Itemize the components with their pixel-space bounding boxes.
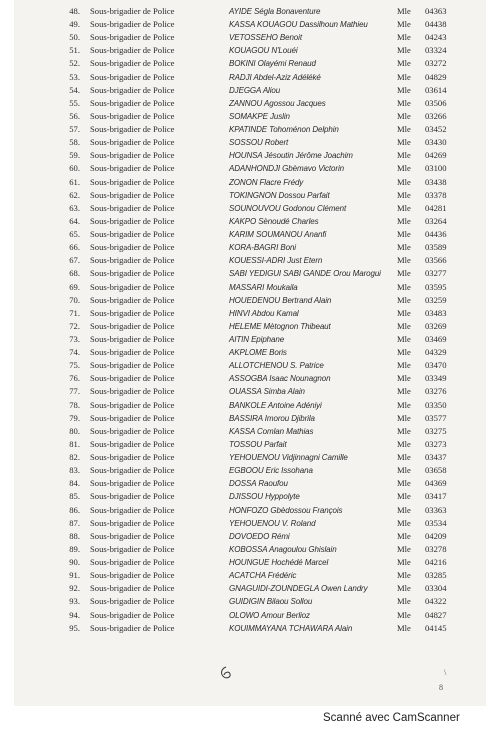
list-row <box>14 438 486 451</box>
list-row <box>14 556 486 569</box>
mle-label: Mle <box>397 622 411 633</box>
person-name: ZONON Flacre Frédy <box>229 177 304 187</box>
row-number: 91. <box>69 570 80 581</box>
row-number: 95. <box>69 622 80 633</box>
list-row <box>14 267 486 280</box>
rank-label: Sous-brigadier de Police <box>90 438 175 449</box>
row-number: 73. <box>69 334 80 344</box>
matricule-number: 03324 <box>425 45 447 56</box>
person-name: MASSARI Moukaila <box>229 282 298 292</box>
row-number: 69. <box>69 281 80 292</box>
matricule-number: 03272 <box>425 58 447 69</box>
matricule-number: 03269 <box>425 320 447 331</box>
matricule-number: 04363 <box>425 6 447 16</box>
list-row <box>14 254 486 267</box>
mle-label: Mle <box>397 97 411 108</box>
mle-label: Mle <box>397 452 411 463</box>
row-number: 64. <box>69 215 80 226</box>
mle-label: Mle <box>397 110 411 121</box>
row-number: 75. <box>69 360 80 371</box>
row-number: 58. <box>69 137 80 148</box>
row-number: 88. <box>69 530 80 541</box>
mle-label: Mle <box>397 71 411 82</box>
list-row <box>14 202 486 215</box>
person-name: DOSSA Raoufou <box>229 479 288 489</box>
person-name: KOBOSSA Anagoulou Ghislain <box>229 544 337 554</box>
row-number: 89. <box>69 543 80 554</box>
list-row <box>14 307 486 320</box>
rank-label: Sous-brigadier de Police <box>90 229 175 240</box>
matricule-number: 04216 <box>425 557 447 568</box>
mle-label: Mle <box>397 491 411 502</box>
person-name: TOSSOU Parfait <box>229 439 287 449</box>
person-name: SOMAKPE Juslin <box>229 111 290 121</box>
mle-label: Mle <box>397 557 411 568</box>
list-row <box>14 595 486 608</box>
row-number: 84. <box>69 478 80 489</box>
person-name: KPATINDE Tohoménon Delphin <box>229 125 339 135</box>
person-name: ASSOGBA Isaac Nounagnon <box>229 374 331 384</box>
row-number: 66. <box>69 242 80 253</box>
matricule-number: 03304 <box>425 583 447 594</box>
mle-label: Mle <box>397 137 411 148</box>
row-number: 81. <box>69 438 80 449</box>
mle-label: Mle <box>397 412 411 423</box>
matricule-number: 03378 <box>425 189 447 200</box>
mle-label: Mle <box>397 399 411 410</box>
mle-label: Mle <box>397 45 411 56</box>
rank-label: Sous-brigadier de Police <box>90 242 175 253</box>
matricule-number: 03275 <box>425 425 447 436</box>
matricule-number: 03506 <box>425 97 447 108</box>
row-number: 74. <box>69 347 80 358</box>
row-number: 87. <box>69 517 80 528</box>
list-row <box>14 464 486 477</box>
row-number: 56. <box>69 110 80 121</box>
row-number: 51. <box>69 45 80 56</box>
list-row <box>14 294 486 307</box>
row-number: 86. <box>69 504 80 515</box>
mle-label: Mle <box>397 189 411 200</box>
list-row <box>14 333 486 346</box>
list-row <box>14 136 486 149</box>
person-name: BOKINI Olayémi Renaud <box>229 59 316 69</box>
row-number: 83. <box>69 465 80 476</box>
rank-label: Sous-brigadier de Police <box>90 504 175 515</box>
rank-label: Sous-brigadier de Police <box>90 452 175 463</box>
list-row <box>14 359 486 372</box>
mle-label: Mle <box>397 32 411 43</box>
matricule-number: 04209 <box>425 530 447 541</box>
matricule-number: 03277 <box>425 268 447 279</box>
row-number: 93. <box>69 596 80 607</box>
row-number: 52. <box>69 58 80 69</box>
mle-label: Mle <box>397 150 411 161</box>
signature-mark <box>217 666 235 680</box>
matricule-number: 03534 <box>425 517 447 528</box>
matricule-number: 03469 <box>425 334 447 344</box>
mle-label: Mle <box>397 425 411 436</box>
mle-label: Mle <box>397 596 411 607</box>
mle-label: Mle <box>397 583 411 594</box>
person-name: HOUNGUE Hochédé Marcel <box>229 558 329 568</box>
person-name: GNAGUIDI-ZOUNDEGLA Owen Landry <box>229 584 368 594</box>
person-name: OLOWO Amour Berlioz <box>229 610 310 620</box>
mle-label: Mle <box>397 281 411 292</box>
rank-label: Sous-brigadier de Police <box>90 320 175 331</box>
mle-label: Mle <box>397 202 411 213</box>
person-name: HOUNSA Jésoutin Jérôme Joachim <box>229 151 353 161</box>
person-name: SABI YEDIGUI SABI GANDE Orou Marogui <box>229 269 381 279</box>
rank-label: Sous-brigadier de Police <box>90 334 175 344</box>
list-row <box>14 425 486 438</box>
rank-label: Sous-brigadier de Police <box>90 189 175 200</box>
person-name: BASSIRA Imorou Djibrila <box>229 413 315 423</box>
person-name: KASSA KOUAGOU Dassilhoun Mathieu <box>229 20 368 30</box>
matricule-number: 04322 <box>425 596 447 607</box>
list-row <box>14 451 486 464</box>
list-row <box>14 622 486 635</box>
person-name: SOUNOUVOU Godonou Clément <box>229 203 347 213</box>
row-number: 49. <box>69 19 80 30</box>
row-number: 48. <box>69 6 80 16</box>
list-row <box>14 372 486 385</box>
person-name: AKPLOME Boris <box>229 348 287 358</box>
rank-label: Sous-brigadier de Police <box>90 124 175 135</box>
person-name: YEHOUENOU V. Roland <box>229 518 316 528</box>
rank-label: Sous-brigadier de Police <box>90 215 175 226</box>
matricule-number: 04243 <box>425 32 447 43</box>
list-row <box>14 543 486 556</box>
list-row <box>14 84 486 97</box>
rank-label: Sous-brigadier de Police <box>90 202 175 213</box>
row-number: 76. <box>69 373 80 384</box>
matricule-number: 04438 <box>425 19 447 30</box>
row-number: 54. <box>69 84 80 95</box>
row-number: 53. <box>69 71 80 82</box>
person-name: YEHOUENOU Vidjinnagni Camille <box>229 453 348 463</box>
row-number: 65. <box>69 229 80 240</box>
person-name: KARIM SOUMANOU Ananfi <box>229 230 327 240</box>
mle-label: Mle <box>397 517 411 528</box>
person-name: DJISSOU Hyppolyte <box>229 492 300 502</box>
mle-label: Mle <box>397 19 411 30</box>
mle-label: Mle <box>397 530 411 541</box>
list-row <box>14 110 486 123</box>
list-row <box>14 162 486 175</box>
rank-label: Sous-brigadier de Police <box>90 32 175 43</box>
scanner-watermark: Scanné avec CamScanner <box>323 712 460 724</box>
rank-label: Sous-brigadier de Police <box>90 596 175 607</box>
rank-label: Sous-brigadier de Police <box>90 425 175 436</box>
rank-label: Sous-brigadier de Police <box>90 6 175 16</box>
rank-label: Sous-brigadier de Police <box>90 84 175 95</box>
list-row <box>14 346 486 359</box>
person-name: RADJI Abdel-Aziz Adéléké <box>229 72 321 82</box>
list-row <box>14 490 486 503</box>
list-row <box>14 281 486 294</box>
rank-label: Sous-brigadier de Police <box>90 491 175 502</box>
person-name: TOKINGNON Dossou Parfait <box>229 190 330 200</box>
rank-label: Sous-brigadier de Police <box>90 58 175 69</box>
rank-label: Sous-brigadier de Police <box>90 622 175 633</box>
matricule-number: 04827 <box>425 609 447 620</box>
person-name: SOSSOU Robert <box>229 138 289 148</box>
row-number: 62. <box>69 189 80 200</box>
mle-label: Mle <box>397 543 411 554</box>
matricule-number: 04281 <box>425 202 447 213</box>
matricule-number: 03430 <box>425 137 447 148</box>
row-number: 68. <box>69 268 80 279</box>
matricule-number: 03417 <box>425 491 447 502</box>
rank-label: Sous-brigadier de Police <box>90 307 175 318</box>
mle-label: Mle <box>397 570 411 581</box>
matricule-number: 03273 <box>425 438 447 449</box>
matricule-number: 03259 <box>425 294 447 305</box>
matricule-number: 03614 <box>425 84 447 95</box>
row-number: 82. <box>69 452 80 463</box>
rank-label: Sous-brigadier de Police <box>90 137 175 148</box>
list-row <box>14 320 486 333</box>
list-row <box>14 71 486 84</box>
matricule-number: 03483 <box>425 307 447 318</box>
person-name: KAKPO Sènoudé Charles <box>229 216 319 226</box>
row-number: 78. <box>69 399 80 410</box>
mle-label: Mle <box>397 386 411 397</box>
person-name: OUASSA Simba Alain <box>229 387 305 397</box>
matricule-number: 03577 <box>425 412 447 423</box>
matricule-number: 03470 <box>425 360 447 371</box>
person-name: GUIDIGIN Bilaou Sollou <box>229 597 313 607</box>
mle-label: Mle <box>397 347 411 358</box>
matricule-number: 03350 <box>425 399 447 410</box>
rank-label: Sous-brigadier de Police <box>90 281 175 292</box>
rank-label: Sous-brigadier de Police <box>90 399 175 410</box>
rank-label: Sous-brigadier de Police <box>90 557 175 568</box>
matricule-number: 03452 <box>425 124 447 135</box>
mle-label: Mle <box>397 504 411 515</box>
mle-label: Mle <box>397 58 411 69</box>
matricule-number: 03285 <box>425 570 447 581</box>
mle-label: Mle <box>397 360 411 371</box>
rank-label: Sous-brigadier de Police <box>90 609 175 620</box>
list-row <box>14 228 486 241</box>
rank-label: Sous-brigadier de Police <box>90 176 175 187</box>
rank-label: Sous-brigadier de Police <box>90 294 175 305</box>
list-row <box>14 57 486 70</box>
person-name: KASSA Comlan Mathias <box>229 426 314 436</box>
person-name: ALLOTCHENOU S. Patrice <box>229 361 324 371</box>
matricule-number: 03266 <box>425 110 447 121</box>
mle-label: Mle <box>397 609 411 620</box>
matricule-number: 04329 <box>425 347 447 358</box>
mle-label: Mle <box>397 215 411 226</box>
rank-label: Sous-brigadier de Police <box>90 570 175 581</box>
list-row <box>14 477 486 490</box>
list-row <box>14 5 486 18</box>
mle-label: Mle <box>397 124 411 135</box>
matricule-number: 03437 <box>425 452 447 463</box>
list-row <box>14 176 486 189</box>
matricule-number: 04829 <box>425 71 447 82</box>
list-row <box>14 241 486 254</box>
person-name: ACATCHA Frédéric <box>229 571 297 581</box>
row-number: 70. <box>69 294 80 305</box>
rank-label: Sous-brigadier de Police <box>90 465 175 476</box>
rank-label: Sous-brigadier de Police <box>90 268 175 279</box>
matricule-number: 03589 <box>425 242 447 253</box>
row-number: 71. <box>69 307 80 318</box>
mle-label: Mle <box>397 176 411 187</box>
person-name: DJEGGA Aliou <box>229 85 281 95</box>
row-number: 50. <box>69 32 80 43</box>
rank-label: Sous-brigadier de Police <box>90 412 175 423</box>
row-number: 72. <box>69 320 80 331</box>
row-number: 79. <box>69 412 80 423</box>
list-row <box>14 31 486 44</box>
rank-label: Sous-brigadier de Police <box>90 517 175 528</box>
row-number: 85. <box>69 491 80 502</box>
rank-label: Sous-brigadier de Police <box>90 45 175 56</box>
mle-label: Mle <box>397 268 411 279</box>
matricule-number: 03658 <box>425 465 447 476</box>
matricule-number: 04269 <box>425 150 447 161</box>
rank-label: Sous-brigadier de Police <box>90 360 175 371</box>
person-name: DOVOEDO Rémi <box>229 531 290 541</box>
person-name: ADANHONDJI Gbèmavo Victorin <box>229 164 344 174</box>
scanned-page <box>14 0 486 706</box>
page-number: 8 <box>439 683 443 692</box>
list-row <box>14 582 486 595</box>
check-mark: \ <box>444 668 447 677</box>
row-number: 67. <box>69 255 80 266</box>
person-name: VETOSSEHO Benoit <box>229 33 302 43</box>
mle-label: Mle <box>397 438 411 449</box>
person-name: AITIN Epiphane <box>229 335 285 344</box>
row-number: 61. <box>69 176 80 187</box>
row-number: 90. <box>69 557 80 568</box>
rank-label: Sous-brigadier de Police <box>90 386 175 397</box>
row-number: 63. <box>69 202 80 213</box>
mle-label: Mle <box>397 294 411 305</box>
row-number: 77. <box>69 386 80 397</box>
rank-label: Sous-brigadier de Police <box>90 347 175 358</box>
row-number: 57. <box>69 124 80 135</box>
person-name: HONFOZO Gbèdossou François <box>229 505 343 515</box>
rank-label: Sous-brigadier de Police <box>90 255 175 266</box>
list-row <box>14 609 486 622</box>
mle-label: Mle <box>397 255 411 266</box>
mle-label: Mle <box>397 84 411 95</box>
person-name: KOUESSI-ADRI Just Etern <box>229 256 323 266</box>
mle-label: Mle <box>397 307 411 318</box>
person-name: AYIDE Ségla Bonaventure <box>229 7 321 16</box>
rank-label: Sous-brigadier de Police <box>90 373 175 384</box>
list-row <box>14 149 486 162</box>
matricule-number: 03363 <box>425 504 447 515</box>
mle-label: Mle <box>397 6 411 16</box>
matricule-number: 04145 <box>425 622 447 633</box>
list-row <box>14 412 486 425</box>
list-row <box>14 517 486 530</box>
person-name: BANKOLE Antoine Adéniyi <box>229 400 322 410</box>
list-row <box>14 569 486 582</box>
mle-label: Mle <box>397 242 411 253</box>
matricule-number: 03278 <box>425 543 447 554</box>
person-name: HELEME Mètognon Thibeaut <box>229 321 331 331</box>
rank-label: Sous-brigadier de Police <box>90 543 175 554</box>
row-number: 60. <box>69 163 80 174</box>
list-row <box>14 530 486 543</box>
matricule-number: 03566 <box>425 255 447 266</box>
rank-label: Sous-brigadier de Police <box>90 583 175 594</box>
mle-label: Mle <box>397 229 411 240</box>
matricule-number: 03264 <box>425 215 447 226</box>
mle-label: Mle <box>397 334 411 344</box>
matricule-number: 04369 <box>425 478 447 489</box>
row-number: 80. <box>69 425 80 436</box>
list-row <box>14 44 486 57</box>
list-row <box>14 189 486 202</box>
person-name: HOUEDENOU Bertrand Alain <box>229 295 332 305</box>
list-row <box>14 399 486 412</box>
rank-label: Sous-brigadier de Police <box>90 150 175 161</box>
rank-label: Sous-brigadier de Police <box>90 478 175 489</box>
matricule-number: 03100 <box>425 163 447 174</box>
row-number: 55. <box>69 97 80 108</box>
matricule-number: 03349 <box>425 373 447 384</box>
rank-label: Sous-brigadier de Police <box>90 19 175 30</box>
mle-label: Mle <box>397 465 411 476</box>
person-name: KOUAGOU N'Louéi <box>229 46 298 56</box>
mle-label: Mle <box>397 320 411 331</box>
person-name: EGBOOU Eric Issohana <box>229 466 313 476</box>
person-name: HINVI Abdou Kamal <box>229 308 299 318</box>
rank-label: Sous-brigadier de Police <box>90 163 175 174</box>
list-row <box>14 385 486 398</box>
mle-label: Mle <box>397 373 411 384</box>
matricule-number: 03595 <box>425 281 447 292</box>
person-name: KOUIMMAYANA TCHAWARA Alain <box>229 623 353 633</box>
list-row <box>14 215 486 228</box>
mle-label: Mle <box>397 478 411 489</box>
list-row <box>14 97 486 110</box>
mle-label: Mle <box>397 163 411 174</box>
matricule-number: 04436 <box>425 229 447 240</box>
rank-label: Sous-brigadier de Police <box>90 530 175 541</box>
list-row <box>14 123 486 136</box>
person-name: ZANNOU Agossou Jacques <box>229 98 326 108</box>
rank-label: Sous-brigadier de Police <box>90 110 175 121</box>
list-row <box>14 18 486 31</box>
rank-label: Sous-brigadier de Police <box>90 71 175 82</box>
list-row <box>14 504 486 517</box>
matricule-number: 03276 <box>425 386 447 397</box>
row-number: 94. <box>69 609 80 620</box>
row-number: 92. <box>69 583 80 594</box>
person-name: KORA-BAGRI Boni <box>229 243 296 253</box>
matricule-number: 03438 <box>425 176 447 187</box>
row-number: 59. <box>69 150 80 161</box>
rank-label: Sous-brigadier de Police <box>90 97 175 108</box>
